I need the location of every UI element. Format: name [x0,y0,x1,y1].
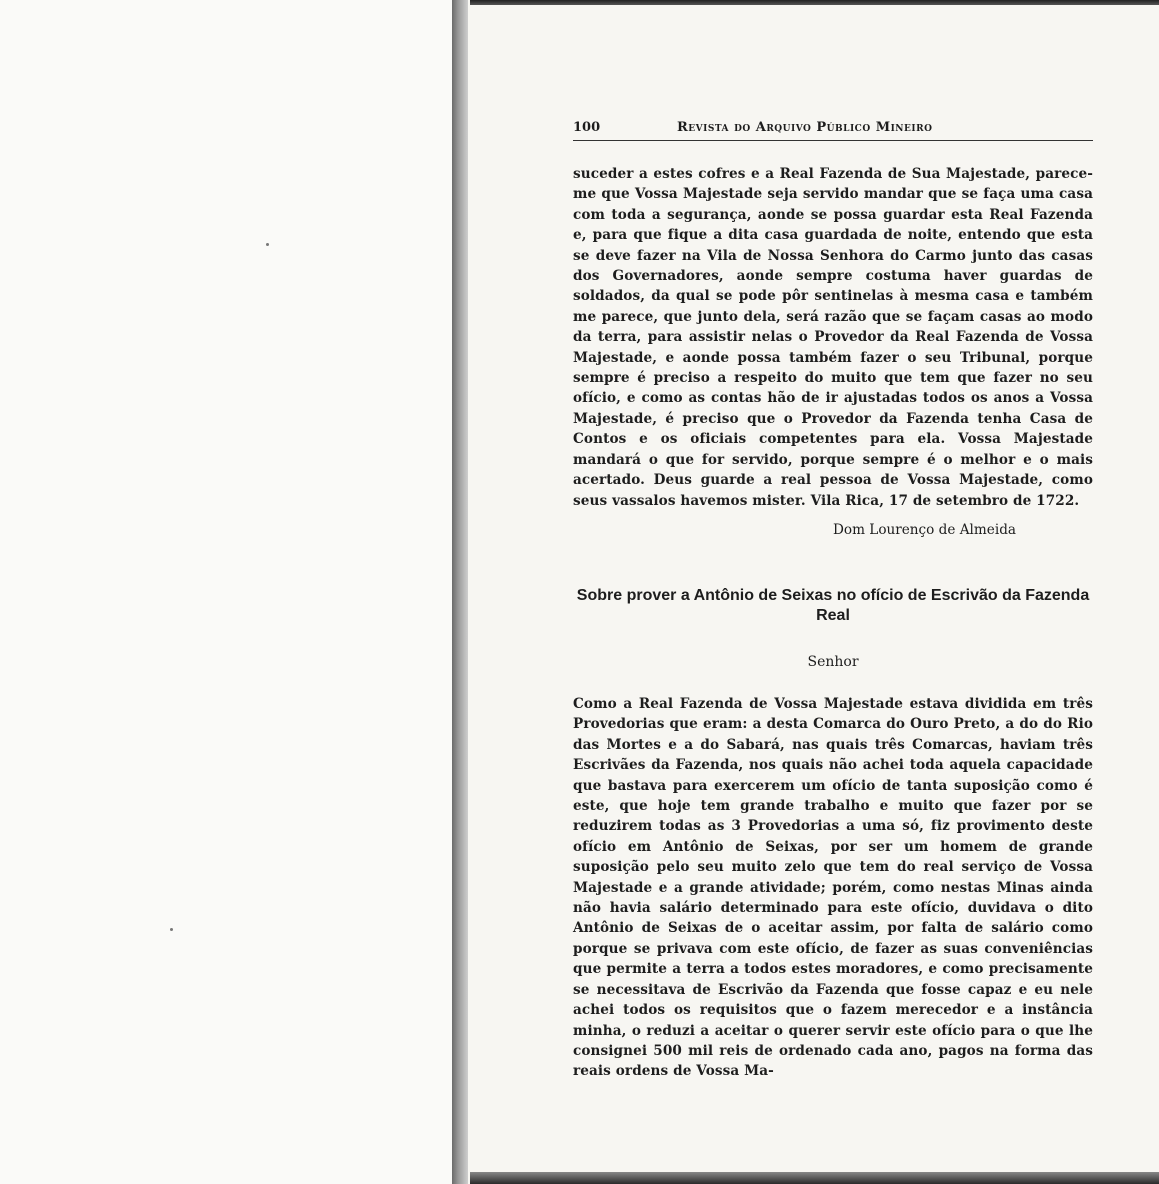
blank-facing-page [0,0,452,1184]
page-number: 100 [573,120,601,135]
text-page [573,120,1093,1080]
signature: Dom Lourenço de Almeida [833,522,1016,538]
section-title: Sobre prover a Antônio de Seixas no ofício de Escrivão da Fazenda Real [576,587,1090,624]
header-rule [573,140,1093,141]
salutation: Senhor [807,654,859,670]
scan-edge-top [470,0,1159,5]
journal-title: Revista do Arquivo Público Mineiro [677,120,933,135]
section-body: Como a Real Fazenda de Vossa Majestade estava dividida em três Provedorias que eram: a desta Comarca do Ouro Preto, a do do Rio das Mortes e a do Sabará, nas quais três Comarcas, haviam três Escrivães da Fazenda, nos quais não achei toda aquela capacidade que bastava para exercerem um ofício de tanta suposição como é este, que hoje tem grande trabalho e muito que fazer por se reduzirem todas as 3 Provedorias a uma só, fiz provimento deste ofício em Antônio de Seixas, por ser um homem de grande suposição pelo seu muito zelo que tem do real serviço de Vossa Majestade e a grande atividade; porém, como nestas Minas ainda não havia salário determinado para este ofício, duvidava o dito Antônio de Seixas de o aceitar assim, por falta de salário como porque se privava com este ofício, de fazer as suas conveniências que permite a terra a todos estes moradores, e como precisamente se necessitava de Escrivão da Fazenda que fosse capaz e eu nele achei todos os requisitos que o fazem merecedor e a instância minha, o reduzi a aceitar o querer servir este ofício para o que lhe consignei 500 mil reis de ordenado cada ano, pagos na forma das reais ordens de Vossa Ma- [573,696,1093,1080]
scan-edge-bottom [470,1172,1159,1184]
paper-speck [266,243,269,246]
letter-body: suceder a estes cofres e a Real Fazenda de Sua Majestade, parece-me que Vossa Majestade seja servido mandar que se faça uma casa com toda a segurança, aonde se possa guardar esta Real Fazenda e, para que fique a dita casa guardada de noite, entendo que esta se deve fazer na Vila de Nossa Senhora do Carmo junto das casas dos Governadores, aonde sempre costuma haver guardas de soldados, da qual se pode pôr sentinelas à mesma casa e também me parece, que junto dela, será razão que se façam casas ao modo da terra, para assistir nelas o Provedor da Real Fazenda de Vossa Majestade, e aonde possa também fazer o seu Tribunal, porque sempre é preciso a respeito do muito que tem que fazer no seu ofício, e como as contas hão de ir ajustadas todos os anos a Vossa Majestade, é preciso que o Provedor da Fazenda tenha Casa de Contos e os oficiais competentes para ela. Vossa Majestade mandará o que for servido, porque sempre é o melhor e o mais acertado. Deus guarde a real pessoa de Vossa Majestade, como seus vassalos havemos mister. Vila Rica, 17 de setembro de 1722. [573,166,1093,509]
running-head [573,120,1093,138]
book-spine [452,0,468,1184]
paper-speck [170,928,173,931]
